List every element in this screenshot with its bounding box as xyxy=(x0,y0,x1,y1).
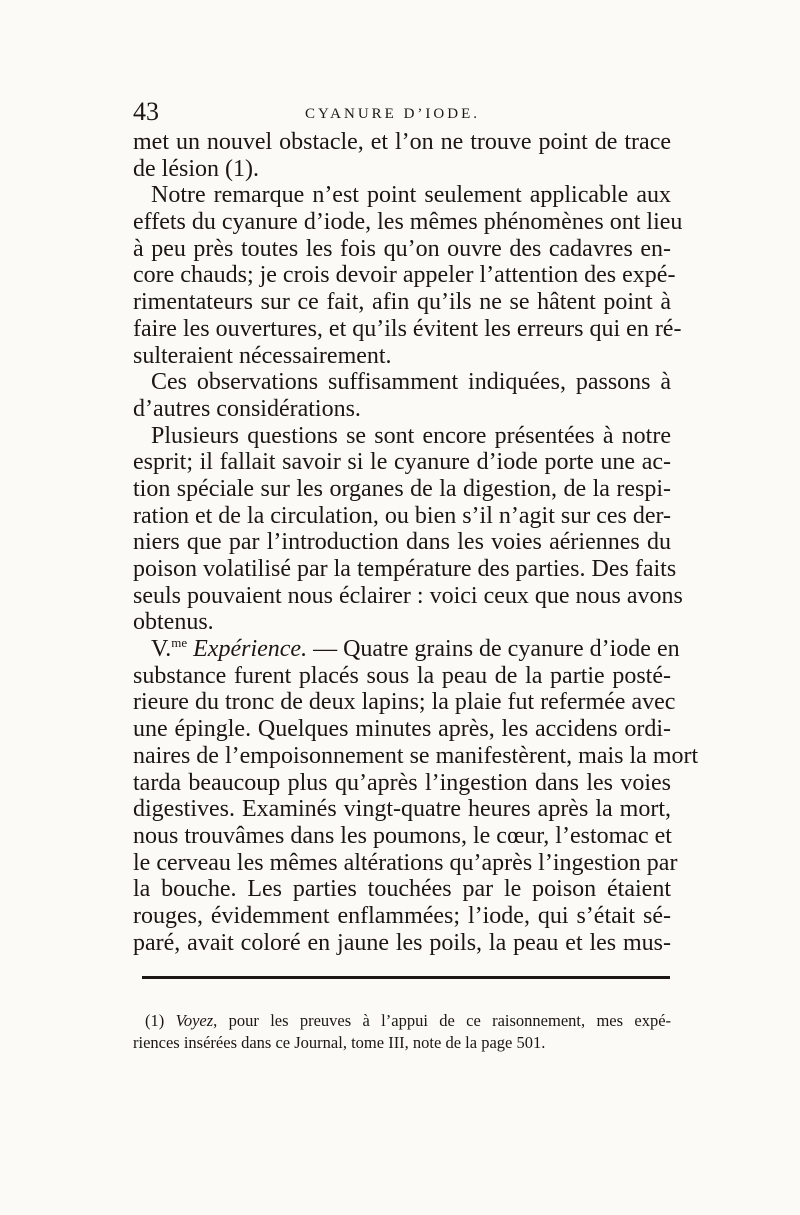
page-number: 43 xyxy=(133,97,159,126)
text-line: sulteraient nécessairement. xyxy=(133,342,392,369)
footnote xyxy=(133,1010,671,1054)
body-text xyxy=(133,129,699,956)
text-line: niers que par l’introduction dans les voies aériennes du xyxy=(133,529,671,556)
text-line: digestives. Examinés vingt-quatre heures après la mort, xyxy=(133,796,671,823)
text-line: le cerveau les mêmes altérations qu’après l’ingestion par xyxy=(133,849,678,876)
text-line: tion spéciale sur les organes de la digestion, de la respi- xyxy=(133,475,671,502)
footnote-line xyxy=(133,1010,671,1032)
text-line: de lésion (1). xyxy=(133,155,259,182)
text-line: effets du cyanure d’iode, les mêmes phénomènes ont lieu xyxy=(133,209,683,236)
experiment-dash: — xyxy=(307,636,344,663)
text-line: ration et de la circulation, ou bien s’il n’agit sur ces der- xyxy=(133,502,671,529)
experiment-numeral: V. xyxy=(151,636,172,663)
text-line: core chauds; je crois devoir appeler l’attention des expé- xyxy=(133,262,676,289)
text-line: faire les ouvertures, et qu’ils évitent les erreurs qui en ré- xyxy=(133,315,682,342)
footnote-divider xyxy=(142,976,670,979)
running-head: CYANURE D’IODE. xyxy=(305,106,480,122)
text-line: Quatre grains de cyanure d’iode en xyxy=(343,636,680,663)
experiment-title: Expérience. xyxy=(193,636,308,663)
experiment-superscript: me xyxy=(171,635,188,651)
footnote-line: riences insérées dans ce Journal, tome III, note de la page 501. xyxy=(133,1033,546,1052)
experiment-heading-line xyxy=(133,635,680,663)
text-line: obtenus. xyxy=(133,609,214,636)
text-line: nous trouvâmes dans les poumons, le cœur, l’estomac et xyxy=(133,822,672,849)
text-line: esprit; il fallait savoir si le cyanure d’iode porte une ac- xyxy=(133,449,671,476)
text-line: met un nouvel obstacle, et l’on ne trouve point de trace xyxy=(133,129,671,155)
text-line: rieure du tronc de deux lapins; la plaie fut refermée avec xyxy=(133,689,676,716)
text-line: la bouche. Les parties touchées par le poison étaient xyxy=(133,876,671,903)
text-line: poison volatilisé par la température des parties. Des faits xyxy=(133,556,677,582)
text-line: seuls pouvaient nous éclairer : voici ceux que nous avons xyxy=(133,582,683,609)
text-line: Notre remarque n’est point seulement applicable aux xyxy=(151,182,671,209)
text-line: rouges, évidemment enflammées; l’iode, qui s’était sé- xyxy=(133,902,671,929)
text-line: naires de l’empoisonnement se manifestèrent, mais la mort xyxy=(133,742,699,769)
text-line: tarda beaucoup plus qu’après l’ingestion dans les voies xyxy=(133,769,671,796)
text-line: Plusieurs questions se sont encore présentées à notre xyxy=(151,422,671,449)
page-header xyxy=(133,96,678,128)
footnote-marker: (1) xyxy=(145,1011,165,1030)
footnote-voyez: Voyez xyxy=(175,1011,214,1030)
text-line: d’autres considérations. xyxy=(133,395,361,422)
text-line: paré, avait coloré en jaune les poils, la peau et les mus- xyxy=(133,929,671,956)
text-line: substance furent placés sous la peau de la partie posté- xyxy=(133,662,671,689)
text-line: Ces observations suffisamment indiquées, passons à xyxy=(151,369,671,396)
text-line: une épingle. Quelques minutes après, les accidens ordi- xyxy=(133,716,671,743)
text-line: à peu près toutes les fois qu’on ouvre des cadavres en- xyxy=(133,235,671,262)
footnote-text: , pour les preuves à l’appui de ce raisonnement, mes expé- xyxy=(213,1011,672,1030)
text-line: rimentateurs sur ce fait, afin qu’ils ne se hâtent point à xyxy=(133,289,671,316)
